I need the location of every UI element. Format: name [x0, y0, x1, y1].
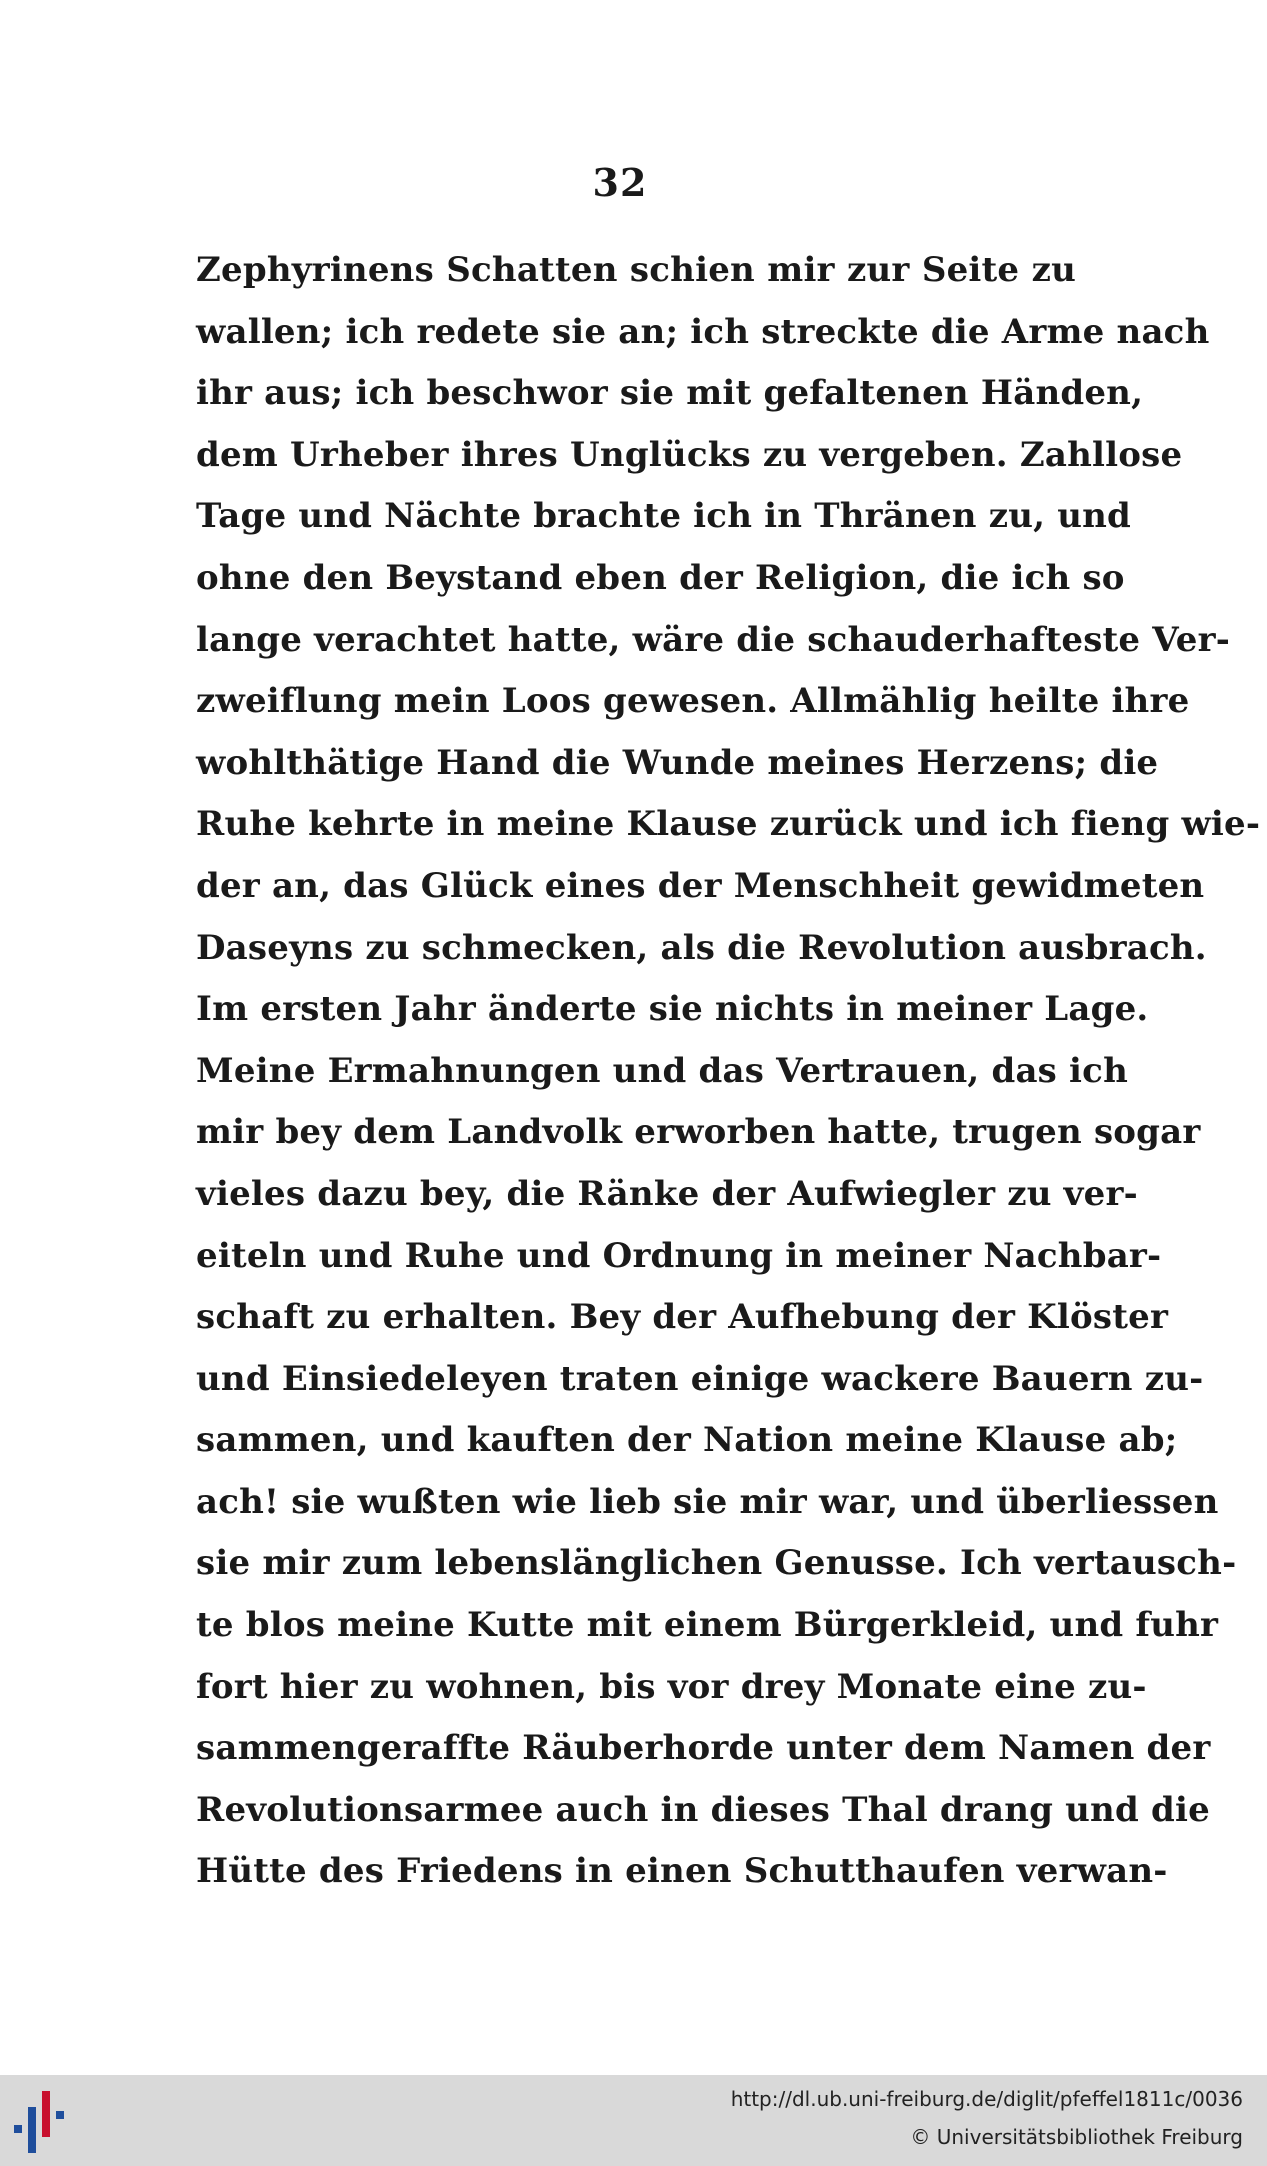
body-text: [196, 240, 1261, 1903]
text-line: Ruhe kehrte in meine Klause zurück und ich fieng wie-: [196, 804, 1261, 845]
text-line: Zephyrinens Schatten schien mir zur Seite zu: [196, 250, 1076, 290]
text-line: Tage und Nächte brachte ich in Thränen zu, und: [196, 496, 1132, 537]
text-line: vieles dazu bey, die Ränke der Aufwiegler zu ver-: [196, 1173, 1138, 1214]
text-line: Im ersten Jahr änderte sie nichts in meiner Lage.: [196, 989, 1149, 1030]
text-line: fort hier zu wohnen, bis vor drey Monate eine zu-: [196, 1666, 1147, 1707]
text-line: ohne den Beystand eben der Religion, die ich so: [196, 557, 1125, 598]
text-line: Hütte des Friedens in einen Schutthaufen verwan-: [196, 1851, 1168, 1892]
text-line: sammen, und kauften der Nation meine Klause ab;: [196, 1420, 1178, 1461]
page-number: 32: [592, 160, 648, 205]
text-line: eiteln und Ruhe und Ordnung in meiner Nachbar-: [196, 1235, 1162, 1276]
text-line: Meine Ermahnungen und das Vertrauen, das ich: [196, 1050, 1128, 1091]
text-line: Daseyns zu schmecken, als die Revolution ausbrach.: [196, 927, 1207, 968]
text-line: wohlthätige Hand die Wunde meines Herzens; die: [196, 742, 1159, 783]
text-line: sie mir zum lebenslänglichen Genusse. Ich vertausch-: [196, 1543, 1237, 1584]
text-line: mir bey dem Landvolk erworben hatte, trugen sogar: [196, 1112, 1201, 1153]
copyright-notice: © Universitätsbibliothek Freiburg: [910, 2125, 1243, 2149]
text-line: Revolutionsarmee auch in dieses Thal drang und die: [196, 1789, 1210, 1830]
text-line: lange verachtet hatte, wäre die schauderhafteste Ver-: [196, 619, 1231, 660]
footer-bar: [0, 2075, 1267, 2166]
text-line: sammengeraffte Räuberhorde unter dem Namen der: [196, 1728, 1211, 1769]
text-line: wallen; ich redete sie an; ich streckte die Arme nach: [196, 311, 1210, 352]
permalink-url[interactable]: http://dl.ub.uni-freiburg.de/diglit/pfeffel1811c/0036: [730, 2087, 1243, 2111]
text-line: te blos meine Kutte mit einem Bürgerkleid, und fuhr: [196, 1605, 1219, 1646]
text-line: dem Urheber ihres Unglücks zu vergeben. Zahllose: [196, 434, 1183, 475]
text-line: zweiflung mein Loos gewesen. Allmählig heilte ihre: [196, 681, 1190, 722]
ub-freiburg-logo-icon[interactable]: [12, 2089, 72, 2155]
text-line: der an, das Glück eines der Menschheit gewidmeten: [196, 865, 1205, 906]
text-line: ihr aus; ich beschwor sie mit gefaltenen Händen,: [196, 373, 1144, 414]
text-line: ach! sie wußten wie lieb sie mir war, und überliessen: [196, 1481, 1219, 1522]
text-line: und Einsiedeleyen traten einige wackere Bauern zu-: [196, 1358, 1204, 1399]
text-line: schaft zu erhalten. Bey der Aufhebung der Klöster: [196, 1297, 1169, 1338]
